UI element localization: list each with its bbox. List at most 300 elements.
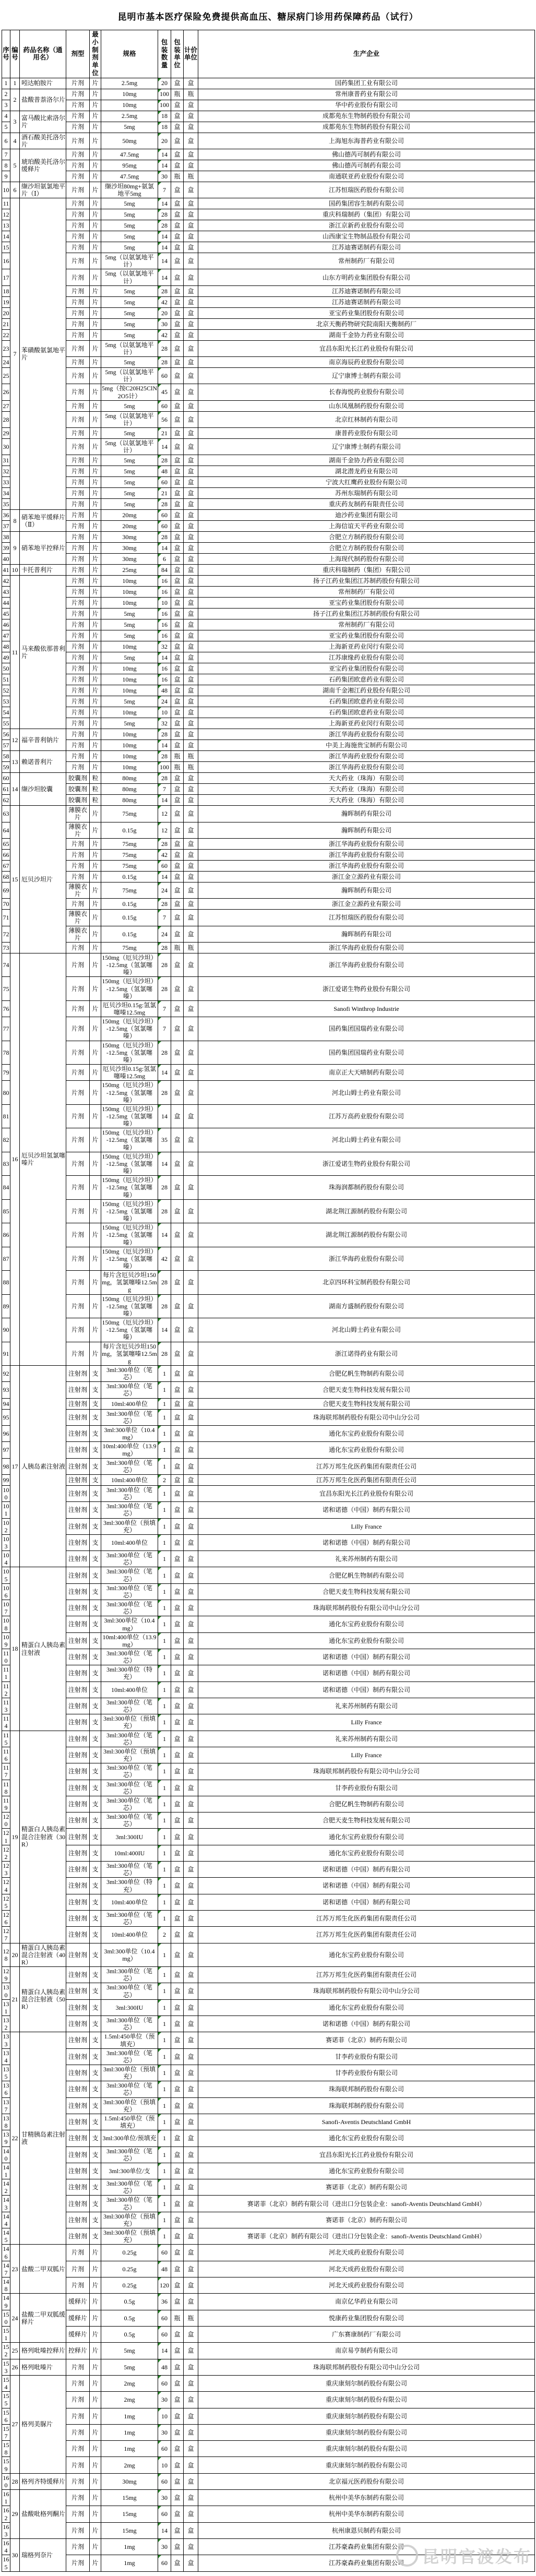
spec-cell: 80mg bbox=[101, 773, 158, 784]
manufacturer-cell: 诺和诺德（中国）制药有限公司 bbox=[198, 1681, 535, 1698]
form-cell: 片剂 bbox=[66, 543, 90, 554]
min-unit-cell: 片 bbox=[90, 182, 101, 198]
spec-cell: 5mg bbox=[101, 499, 158, 510]
form-cell: 片剂 bbox=[66, 510, 90, 521]
seq-cell: 44 bbox=[2, 598, 10, 609]
price-unit-cell: 盒 bbox=[184, 2130, 198, 2146]
table-row bbox=[2, 2539, 535, 2555]
table-row bbox=[2, 2065, 535, 2081]
manufacturer-cell: 珠海联邦制药股份有限公司中山分公司 bbox=[198, 1983, 535, 1999]
spec-cell: 3ml:300单位（预填充） bbox=[101, 1747, 158, 1763]
form-cell: 注射剂 bbox=[66, 1518, 90, 1534]
pack-unit-cell: 盒 bbox=[171, 1763, 184, 1780]
form-cell: 注射剂 bbox=[66, 2130, 90, 2146]
qty-cell: 1 bbox=[158, 1894, 171, 1910]
table-row bbox=[2, 609, 535, 619]
table-row bbox=[2, 1796, 535, 1812]
pack-unit-cell: 盒 bbox=[171, 1796, 184, 1812]
table-row bbox=[2, 910, 535, 926]
min-unit-cell: 片 bbox=[90, 2277, 101, 2294]
pack-unit-cell: 盒 bbox=[171, 2375, 184, 2391]
qty-cell: 1 bbox=[158, 1878, 171, 1894]
qty-cell: 12 bbox=[158, 822, 171, 838]
form-cell: 注射剂 bbox=[66, 1796, 90, 1812]
table-row bbox=[2, 762, 535, 773]
table-row bbox=[2, 1104, 535, 1128]
form-cell: 片剂 bbox=[66, 1065, 90, 1081]
seq-cell: 40 bbox=[2, 554, 10, 565]
table-row bbox=[2, 1474, 535, 1485]
pack-unit-cell: 盒 bbox=[171, 1502, 184, 1518]
pack-unit-cell: 盒 bbox=[171, 1911, 184, 1927]
qty-cell: 1 bbox=[158, 1967, 171, 1983]
price-unit-cell: 盒 bbox=[184, 411, 198, 427]
price-unit-cell: 盒 bbox=[184, 2326, 198, 2342]
manufacturer-cell: 浙江华海药业股份有限公司 bbox=[198, 762, 535, 773]
price-unit-cell: 盒 bbox=[184, 1567, 198, 1583]
min-unit-cell: 支 bbox=[90, 1999, 101, 2016]
price-unit-cell: 盒 bbox=[184, 466, 198, 477]
code-cell: 15 bbox=[10, 806, 20, 953]
qty-cell: 48 bbox=[158, 2359, 171, 2375]
manufacturer-cell: 浙江华海药业股份有限公司 bbox=[198, 729, 535, 740]
pack-unit-cell: 盒 bbox=[171, 1747, 184, 1763]
qty-cell: 20 bbox=[158, 133, 171, 149]
page-title: 昆明市基本医疗保险免费提供高血压、糖尿病门诊用药保障药品（试行） bbox=[117, 12, 419, 22]
manufacturer-cell: 诺和诺德（中国）制药有限公司 bbox=[198, 1894, 535, 1910]
min-unit-cell: 片 bbox=[90, 953, 101, 976]
pack-unit-cell: 盒 bbox=[171, 2016, 184, 2032]
pack-unit-cell: 盒 bbox=[171, 641, 184, 652]
spec-cell: 20mg bbox=[101, 510, 158, 521]
seq-cell: 101 bbox=[3, 1502, 9, 1518]
seq-cell: 134 bbox=[3, 2049, 9, 2064]
seq-cell: 83 bbox=[2, 1152, 10, 1175]
spec-cell: 30mg bbox=[101, 2473, 158, 2489]
price-unit-cell: 盒 bbox=[184, 641, 198, 652]
price-unit-cell: 盒 bbox=[184, 1829, 198, 1845]
code-cell: 21 bbox=[10, 1967, 20, 2032]
min-unit-cell: 片 bbox=[90, 269, 101, 285]
price-unit-cell: 盒 bbox=[184, 296, 198, 307]
spec-cell: 2.5mg bbox=[101, 111, 158, 122]
qty-cell: 1 bbox=[158, 2097, 171, 2114]
table-row bbox=[2, 587, 535, 598]
drug-name-cell: 甘精胰岛素注射液 bbox=[20, 2032, 66, 2245]
form-cell: 片剂 bbox=[66, 1342, 90, 1365]
pack-unit-cell: 盒 bbox=[171, 784, 184, 795]
form-cell: 片剂 bbox=[66, 2359, 90, 2375]
drug-name-cell: 厄贝沙坦氢氯噻嗪片 bbox=[20, 953, 66, 1365]
pack-unit-cell: 盒 bbox=[171, 1616, 184, 1632]
manufacturer-cell: 南京正大天晴制药有限公司 bbox=[198, 1065, 535, 1081]
table-row bbox=[2, 751, 535, 762]
seq-cell: 106 bbox=[3, 1584, 9, 1599]
seq-cell: 47 bbox=[2, 630, 10, 641]
pack-unit-cell: 盒 bbox=[171, 488, 184, 499]
price-unit-cell: 盒 bbox=[184, 2097, 198, 2114]
min-unit-cell: 支 bbox=[90, 1398, 101, 1409]
spec-cell: 3ml:300单位（预填充） bbox=[101, 2228, 158, 2245]
min-unit-cell: 片 bbox=[90, 198, 101, 209]
seq-cell: 113 bbox=[2, 1698, 10, 1714]
manufacturer-cell: 宜昌东阳光长江药业股份有限公司 bbox=[198, 1485, 535, 1501]
drug-name-cell: 厄贝沙坦片 bbox=[20, 806, 66, 953]
table-row bbox=[2, 740, 535, 751]
pack-unit-cell: 盒 bbox=[171, 565, 184, 576]
pack-unit-cell: 盒 bbox=[171, 1318, 184, 1342]
seq-cell: 116 bbox=[2, 1747, 10, 1763]
form-cell: 片剂 bbox=[66, 641, 90, 652]
spec-cell: 3ml:300单位（笔芯） bbox=[101, 1458, 158, 1474]
pack-unit-cell: 盒 bbox=[171, 630, 184, 641]
seq-cell: 152 bbox=[3, 2343, 9, 2358]
seq-cell: 160 bbox=[3, 2474, 9, 2489]
price-unit-cell: 盒 bbox=[184, 1518, 198, 1534]
drug-name-cell: 盐酸二甲双胍缓释片 bbox=[20, 2294, 66, 2343]
pack-unit-cell: 盒 bbox=[171, 2506, 184, 2522]
price-unit-cell: 盒 bbox=[184, 1458, 198, 1474]
qty-cell: 28 bbox=[158, 499, 171, 510]
price-unit-cell: 盒 bbox=[184, 182, 198, 198]
table-row bbox=[2, 2179, 535, 2196]
price-unit-cell: 盒 bbox=[184, 160, 198, 171]
min-unit-cell: 支 bbox=[90, 1747, 101, 1763]
manufacturer-cell: 江苏恒瑞医药股份有限公司 bbox=[198, 182, 535, 198]
form-cell: 片剂 bbox=[66, 942, 90, 953]
price-unit-cell: 盒 bbox=[184, 554, 198, 565]
manufacturer-cell: 江苏万高药业股份有限公司 bbox=[198, 1104, 535, 1128]
spec-cell: 3ml:300单位（笔芯） bbox=[101, 1763, 158, 1780]
manufacturer-cell: 瀚晖制药有限公司 bbox=[198, 926, 535, 942]
price-unit-cell: 盒 bbox=[184, 532, 198, 543]
table-row bbox=[2, 532, 535, 543]
table-row bbox=[2, 1698, 535, 1714]
form-cell: 片剂 bbox=[66, 740, 90, 751]
min-unit-cell: 支 bbox=[90, 2097, 101, 2114]
table-row bbox=[2, 784, 535, 795]
min-unit-cell: 支 bbox=[90, 1518, 101, 1534]
qty-cell: 1 bbox=[158, 1398, 171, 1409]
manufacturer-cell: 合肥亿帆生物制药有限公司 bbox=[198, 1796, 535, 1812]
drug-name-cell: 格列美脲片 bbox=[20, 2375, 66, 2473]
price-unit-cell: 盒 bbox=[184, 663, 198, 674]
manufacturer-cell: 通化东宝药业股份有限公司 bbox=[198, 2163, 535, 2179]
form-cell: 片剂 bbox=[66, 674, 90, 685]
min-unit-cell: 支 bbox=[90, 1366, 101, 1382]
pack-unit-cell: 盒 bbox=[171, 1199, 184, 1223]
price-unit-cell: 盒 bbox=[184, 1176, 198, 1199]
manufacturer-cell: 北京四环科宝制药股份有限公司 bbox=[198, 1271, 535, 1294]
form-cell: 片剂 bbox=[66, 384, 90, 400]
price-unit-cell: 盒 bbox=[184, 198, 198, 209]
header-price-unit: 计价单位 bbox=[184, 30, 198, 78]
table-row bbox=[2, 822, 535, 838]
pack-unit-cell: 盒 bbox=[171, 1458, 184, 1474]
qty-cell: 1 bbox=[158, 2163, 171, 2179]
pack-unit-cell: 盒 bbox=[171, 1665, 184, 1681]
manufacturer-cell: 重庆康刻尔制药股份有限公司 bbox=[198, 2441, 535, 2457]
spec-cell: 150mg（厄贝沙坦）-12.5mg（氢氯噻嗪） bbox=[102, 1018, 157, 1040]
table-row bbox=[2, 1458, 535, 1474]
spec-cell: 3ml:300单位（笔芯） bbox=[101, 1812, 158, 1829]
spec-cell: 5mg（以氨氯地平计） bbox=[101, 269, 158, 285]
form-cell: 片剂 bbox=[66, 2490, 90, 2506]
pack-unit-cell: 盒 bbox=[171, 1845, 184, 1861]
table-row bbox=[2, 2212, 535, 2228]
spec-cell: 0.25g bbox=[101, 2245, 158, 2261]
form-cell: 片剂 bbox=[66, 899, 90, 910]
qty-cell: 7 bbox=[158, 1000, 171, 1017]
manufacturer-cell: 珠海润都制药股份有限公司 bbox=[198, 1176, 535, 1199]
seq-cell: 129 bbox=[3, 1967, 9, 1983]
price-unit-cell: 盒 bbox=[184, 209, 198, 220]
form-cell: 注射剂 bbox=[66, 1983, 90, 1999]
pack-unit-cell: 盒 bbox=[171, 1862, 184, 1878]
min-unit-cell: 片 bbox=[90, 849, 101, 860]
manufacturer-cell: 南京海辰药业股份有限公司 bbox=[198, 357, 535, 368]
min-unit-cell: 片 bbox=[90, 253, 101, 269]
pack-unit-cell: 盒 bbox=[171, 1081, 184, 1104]
min-unit-cell: 片 bbox=[90, 630, 101, 641]
price-unit-cell: 瓶 bbox=[184, 762, 198, 773]
pack-unit-cell: 盒 bbox=[171, 576, 184, 587]
price-unit-cell: 盒 bbox=[184, 1967, 198, 1983]
min-unit-cell: 片 bbox=[90, 1017, 101, 1041]
spec-cell: 3ml:300单位（笔芯） bbox=[101, 2048, 158, 2065]
seq-cell: 51 bbox=[2, 674, 10, 685]
table-row bbox=[2, 2032, 535, 2048]
pack-unit-cell: 盒 bbox=[171, 740, 184, 751]
price-unit-cell: 盒 bbox=[184, 1271, 198, 1294]
form-cell: 注射剂 bbox=[66, 2048, 90, 2065]
min-unit-cell: 片 bbox=[90, 2506, 101, 2522]
seq-cell: 141 bbox=[3, 2163, 9, 2178]
min-unit-cell: 粒 bbox=[90, 773, 101, 784]
table-row bbox=[2, 2392, 535, 2408]
table-row bbox=[2, 1294, 535, 1318]
price-unit-cell: 盒 bbox=[184, 384, 198, 400]
spec-cell: 3ml:300单位（笔芯） bbox=[101, 1649, 158, 1665]
seq-cell: 50 bbox=[2, 663, 10, 674]
pack-unit-cell: 盒 bbox=[171, 2032, 184, 2048]
price-unit-cell: 盒 bbox=[184, 609, 198, 619]
pack-unit-cell: 盒 bbox=[171, 1600, 184, 1616]
price-unit-cell: 盒 bbox=[184, 2294, 198, 2310]
qty-cell: 1 bbox=[158, 2146, 171, 2163]
manufacturer-cell: 瀚晖制药有限公司 bbox=[198, 882, 535, 898]
pack-unit-cell: 盒 bbox=[171, 1698, 184, 1714]
min-unit-cell: 片 bbox=[90, 565, 101, 576]
seq-cell: 24 bbox=[2, 357, 10, 368]
manufacturer-cell: 通化东宝药业股份有限公司 bbox=[198, 1943, 535, 1966]
pack-unit-cell: 盒 bbox=[171, 1000, 184, 1017]
drug-name-cell: 盐酸普萘洛尔片 bbox=[20, 89, 66, 111]
min-unit-cell: 支 bbox=[90, 1502, 101, 1518]
price-unit-cell: 盒 bbox=[184, 1763, 198, 1780]
table-row bbox=[2, 368, 535, 384]
watermark-text: 昆明官渡发布 bbox=[422, 2547, 532, 2566]
spec-cell: 5mg bbox=[101, 122, 158, 133]
spec-cell: 3ml:300单位/支 bbox=[101, 2163, 158, 2179]
manufacturer-cell: 天大药业（珠海）有限公司 bbox=[198, 784, 535, 795]
table-row bbox=[2, 231, 535, 242]
qty-cell: 1 bbox=[158, 2130, 171, 2146]
form-cell: 片剂 bbox=[66, 242, 90, 253]
seq-cell: 123 bbox=[3, 1862, 9, 1877]
price-unit-cell: 盒 bbox=[184, 307, 198, 318]
qty-cell: 30 bbox=[158, 318, 171, 329]
seq-cell: 77 bbox=[2, 1017, 10, 1041]
form-cell: 片剂 bbox=[66, 357, 90, 368]
form-cell: 片剂 bbox=[66, 111, 90, 122]
qty-cell: 14 bbox=[158, 439, 171, 455]
form-cell: 片剂 bbox=[66, 860, 90, 871]
pack-unit-cell: 盒 bbox=[171, 2163, 184, 2179]
seq-cell: 78 bbox=[2, 1041, 10, 1064]
form-cell: 片剂 bbox=[66, 198, 90, 209]
price-unit-cell: 盒 bbox=[184, 822, 198, 838]
pack-unit-cell: 盒 bbox=[171, 871, 184, 882]
price-unit-cell: 盒 bbox=[184, 1878, 198, 1894]
spec-cell: 5mg（以氨氯地平计） bbox=[101, 253, 158, 269]
qty-cell: 28 bbox=[158, 1199, 171, 1223]
form-cell: 注射剂 bbox=[66, 1474, 90, 1485]
seq-cell: 84 bbox=[2, 1176, 10, 1199]
qty-cell: 1 bbox=[158, 1747, 171, 1763]
form-cell: 注射剂 bbox=[66, 1600, 90, 1616]
pack-unit-cell: 盒 bbox=[171, 253, 184, 269]
manufacturer-cell: 浙江爱诺生物药业股份有限公司 bbox=[198, 977, 535, 1000]
pack-unit-cell: 盒 bbox=[171, 2065, 184, 2081]
min-unit-cell: 片 bbox=[90, 619, 101, 630]
price-unit-cell: 盒 bbox=[184, 882, 198, 898]
manufacturer-cell: 河北天成药业股份有限公司 bbox=[198, 2261, 535, 2277]
price-unit-cell: 盒 bbox=[184, 2424, 198, 2440]
spec-cell: 10mg bbox=[101, 663, 158, 674]
form-cell: 注射剂 bbox=[66, 1665, 90, 1681]
table-row bbox=[2, 2490, 535, 2506]
spec-cell: 0.5g bbox=[101, 2310, 158, 2326]
table-row bbox=[2, 1616, 535, 1632]
price-unit-cell: 盒 bbox=[184, 740, 198, 751]
form-cell: 注射剂 bbox=[66, 1567, 90, 1583]
table-row bbox=[2, 2441, 535, 2457]
form-cell: 片剂 bbox=[66, 696, 90, 707]
price-unit-cell: 盒 bbox=[184, 242, 198, 253]
qty-cell: 30 bbox=[158, 2392, 171, 2408]
form-cell: 注射剂 bbox=[66, 1862, 90, 1878]
min-unit-cell: 片 bbox=[90, 499, 101, 510]
price-unit-cell: 盒 bbox=[184, 784, 198, 795]
form-cell: 片剂 bbox=[66, 2375, 90, 2391]
manufacturer-cell: 浙江诺得药业有限公司 bbox=[198, 1342, 535, 1365]
form-cell: 注射剂 bbox=[66, 1398, 90, 1409]
table-row bbox=[2, 1128, 535, 1152]
qty-cell: 1 bbox=[158, 1763, 171, 1780]
form-cell: 片剂 bbox=[66, 2473, 90, 2489]
table-row bbox=[2, 1567, 535, 1583]
spec-cell: 25mg bbox=[101, 565, 158, 576]
spec-cell: 3ml:300单位（预填充） bbox=[101, 2065, 158, 2081]
price-unit-cell: 盒 bbox=[184, 674, 198, 685]
qty-cell: 28 bbox=[158, 209, 171, 220]
price-unit-cell: 盒 bbox=[184, 1318, 198, 1342]
table-row bbox=[2, 849, 535, 860]
form-cell: 注射剂 bbox=[66, 1583, 90, 1600]
price-unit-cell: 盒 bbox=[184, 1223, 198, 1247]
qty-cell: 60 bbox=[158, 2245, 171, 2261]
qty-cell: 7 bbox=[158, 1017, 171, 1041]
spec-cell: 5mg bbox=[101, 231, 158, 242]
manufacturer-cell: 通化东宝药业股份有限公司 bbox=[198, 1632, 535, 1649]
pack-unit-cell: 盒 bbox=[171, 2114, 184, 2130]
min-unit-cell: 片 bbox=[90, 543, 101, 554]
form-cell: 薄膜衣片 bbox=[66, 822, 90, 838]
seq-cell: 102 bbox=[3, 1519, 9, 1534]
qty-cell: 1 bbox=[158, 2228, 171, 2245]
code-cell: 26 bbox=[10, 2359, 20, 2375]
seq-cell: 35 bbox=[2, 499, 10, 510]
spec-cell: 10ml:400单位 bbox=[101, 1894, 158, 1910]
manufacturer-cell: 河北山姆士药业有限公司 bbox=[198, 1318, 535, 1342]
pack-unit-cell: 盒 bbox=[171, 2261, 184, 2277]
min-unit-cell: 片 bbox=[90, 2245, 101, 2261]
form-cell: 片剂 bbox=[66, 977, 90, 1000]
pack-unit-cell: 盒 bbox=[171, 899, 184, 910]
spec-cell: 5mg bbox=[101, 285, 158, 296]
qty-cell: 120 bbox=[158, 2277, 171, 2294]
manufacturer-cell: 浙江华海药业股份有限公司 bbox=[198, 860, 535, 871]
min-unit-cell: 片 bbox=[90, 428, 101, 439]
table-row bbox=[2, 1943, 535, 1966]
form-cell: 注射剂 bbox=[66, 2114, 90, 2130]
spec-cell: 5mg（以氨氯地平计） bbox=[101, 340, 158, 356]
form-cell: 片剂 bbox=[66, 477, 90, 488]
seq-cell: 12 bbox=[2, 209, 10, 220]
seq-cell: 10 bbox=[2, 182, 10, 198]
price-unit-cell: 盒 bbox=[184, 400, 198, 411]
price-unit-cell: 盒 bbox=[184, 2032, 198, 2048]
price-unit-cell: 盒 bbox=[184, 2277, 198, 2294]
spec-cell: 3ml:300单位（笔芯） bbox=[101, 1983, 158, 1999]
pack-unit-cell: 盒 bbox=[171, 838, 184, 849]
form-cell: 片剂 bbox=[66, 428, 90, 439]
manufacturer-cell: 合肥天麦生物科技发展有限公司 bbox=[198, 1398, 535, 1409]
pack-unit-cell: 盒 bbox=[171, 439, 184, 455]
min-unit-cell: 片 bbox=[90, 1223, 101, 1247]
form-cell: 片剂 bbox=[66, 1176, 90, 1199]
qty-cell: 60 bbox=[158, 521, 171, 532]
price-unit-cell: 盒 bbox=[184, 2457, 198, 2473]
price-unit-cell: 盒 bbox=[184, 2539, 198, 2555]
qty-cell: 60 bbox=[158, 400, 171, 411]
pack-unit-cell: 盒 bbox=[171, 466, 184, 477]
pack-unit-cell: 盒 bbox=[171, 882, 184, 898]
drug-name-cell: 富马酸比索洛尔片 bbox=[20, 111, 66, 133]
price-unit-cell: 盒 bbox=[184, 428, 198, 439]
form-cell: 片剂 bbox=[66, 171, 90, 182]
min-unit-cell: 片 bbox=[90, 2408, 101, 2424]
form-cell: 注射剂 bbox=[66, 2016, 90, 2032]
qty-cell: 28 bbox=[158, 1294, 171, 1318]
pack-unit-cell: 盒 bbox=[171, 1632, 184, 1649]
pack-unit-cell: 盒 bbox=[171, 510, 184, 521]
qty-cell: 28 bbox=[158, 455, 171, 466]
pack-unit-cell: 盒 bbox=[171, 400, 184, 411]
spec-cell: 5mg bbox=[101, 718, 158, 729]
table-row bbox=[2, 1983, 535, 1999]
